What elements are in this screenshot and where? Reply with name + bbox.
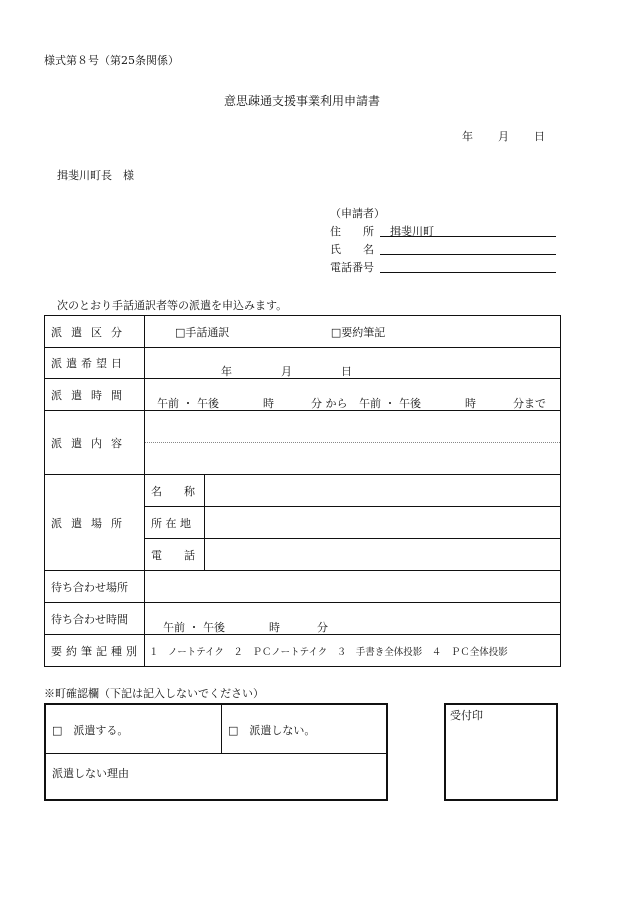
time-to-hour: 時 [465,396,476,410]
summary-type-label: 要約筆記種別 [45,635,145,667]
reception-stamp-label: 受付印 [450,709,483,722]
dispatch-no-option[interactable]: □ 派遣しない。 [228,724,316,737]
dispatch-yes-option[interactable]: □ 派遣する。 [52,724,129,737]
dispatch-place-label: 派遣場所 [45,475,145,571]
row-dispatch-type [45,316,561,348]
desired-date-day: 日 [341,365,352,378]
row-desired-date [45,348,561,379]
row-meeting-time [45,603,561,635]
addressee: 揖斐川町長 様 [57,169,134,182]
meeting-place-field[interactable] [145,571,561,603]
reception-stamp-box [444,703,558,801]
meeting-place-label: 待ち合わせ場所 [45,571,145,603]
time-from-ampm: 午前 ・ 午後 [157,396,219,410]
dispatch-time-label: 派遣時間 [45,379,145,411]
row-summary-type [45,635,561,667]
dispatch-content-label: 派遣内容 [45,411,145,475]
row-meeting-place [45,571,561,603]
time-from-minute: 分 から [311,396,348,410]
row-dispatch-time [45,379,561,411]
meeting-time-field[interactable] [145,603,561,635]
desired-date-field[interactable] [145,348,561,379]
confirm-heading: ※町確認欄（下記は記入しないでください） [44,687,264,700]
application-table [44,315,561,667]
summary-type-options[interactable]: １ ノートテイク ２ ＰＣノートテイク ３ 手書き全体投影 ４ ＰＣ全体投影 [145,635,561,667]
dispatch-content-field[interactable] [145,411,561,475]
place-name-field[interactable] [205,475,561,507]
date-day: 日 [534,130,545,143]
meeting-hour: 時 [269,620,280,634]
option-summary-writing[interactable]: □要約筆記 [330,325,386,339]
date-year: 年 [462,130,473,143]
name-label: 氏 名 [330,243,374,256]
address-label: 住 所 [330,225,374,238]
place-phone-field[interactable] [205,539,561,571]
row-dispatch-content [45,411,561,475]
phone-underline [380,272,556,273]
dotted-divider [145,442,560,443]
dispatch-time-field[interactable] [145,379,561,411]
document-title: 意思疎通支援事業利用申請書 [224,94,381,108]
meeting-ampm: 午前 ・ 午後 [163,620,225,634]
desired-date-year: 年 [221,365,232,378]
date-month: 月 [498,130,509,143]
address-underline [380,236,556,237]
time-to-minute: 分まで [513,396,546,410]
place-name-label: 名 称 [145,475,205,507]
town-confirmation-box [44,703,388,801]
no-dispatch-reason-label: 派遣しない理由 [52,767,129,780]
desired-date-month: 月 [281,365,292,378]
time-from-hour: 時 [263,396,274,410]
dispatch-type-options [145,316,561,348]
intro-text: 次のとおり手話通訳者等の派遣を申込みます。 [57,299,288,312]
option-sign-language[interactable]: □手話通訳 [175,325,230,339]
applicant-heading: （申請者） [330,207,385,220]
dispatch-type-label: 派遣区分 [45,316,145,348]
confirmation-divider [221,705,222,753]
row-place-name [45,475,561,507]
phone-label: 電話番号 [330,261,374,274]
place-address-label: 所 在 地 [145,507,205,539]
meeting-time-label: 待ち合わせ時間 [45,603,145,635]
desired-date-label: 派遣希望日 [45,348,145,379]
place-address-field[interactable] [205,507,561,539]
meeting-minute: 分 [317,620,328,634]
name-underline [380,254,556,255]
address-value: 揖斐川町 [390,225,434,238]
place-phone-label: 電 話 [145,539,205,571]
form-number: 様式第８号（第25条関係） [44,54,179,67]
time-to-ampm: 午前 ・ 午後 [359,396,421,410]
